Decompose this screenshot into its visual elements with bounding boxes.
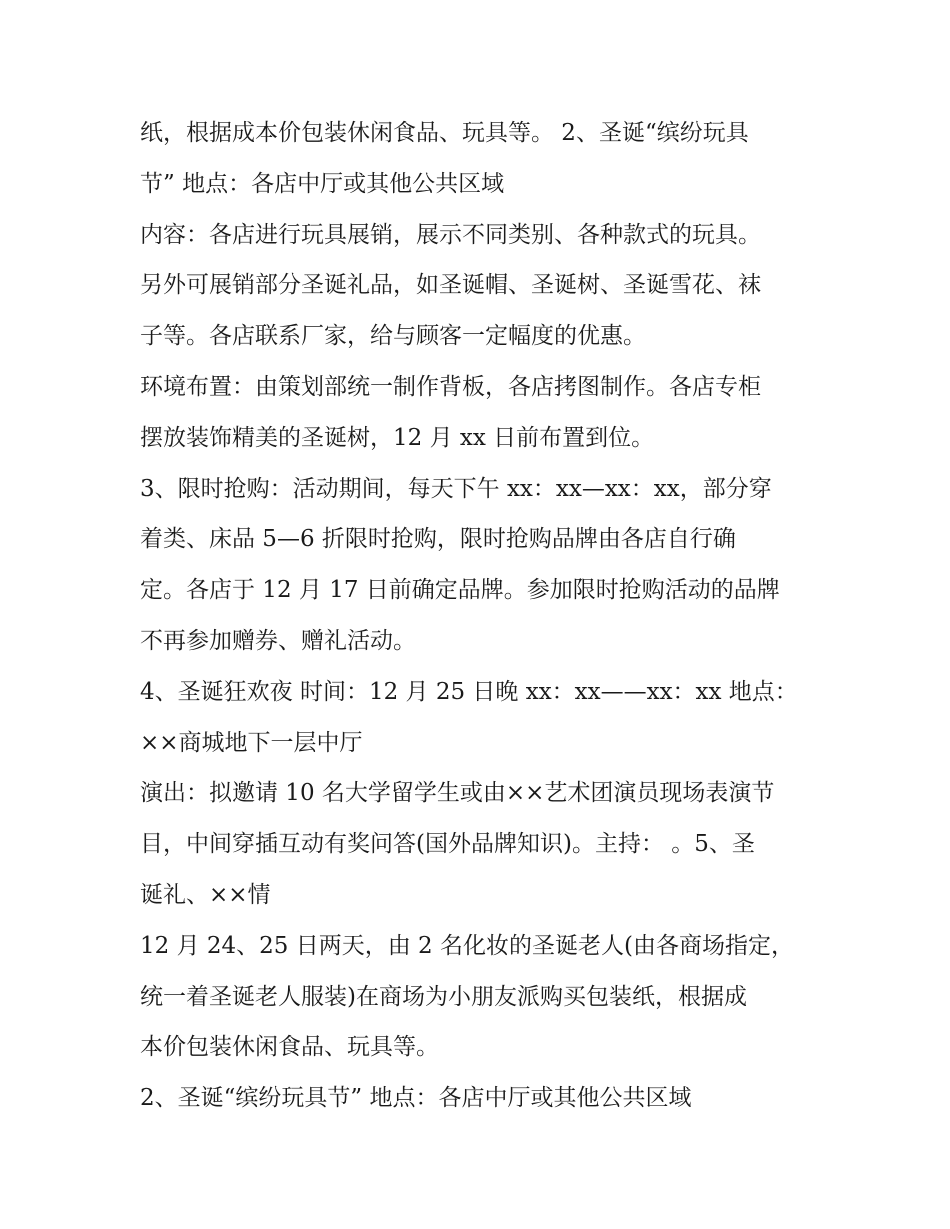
text-line: 统一着圣诞老人服装)在商场为小朋友派购买包装纸，根据成: [140, 983, 747, 1010]
document-body: [140, 108, 830, 1124]
text-line: 演出：拟邀请 10 名大学留学生或由××艺术团演员现场表演节: [140, 780, 775, 807]
text-line: 内容：各店进行玩具展销，展示不同类别、各种款式的玩具。: [140, 221, 761, 248]
text-line: 纸，根据成本价包装休闲食品、玩具等。 2、圣诞“缤纷玩具: [140, 120, 749, 146]
text-line: 定。各店于 12 月 17 日前确定品牌。参加限时抢购活动的品牌: [140, 577, 780, 604]
text-line: ××商城地下一层中厅: [140, 729, 363, 756]
text-line: 另外可展销部分圣诞礼品，如圣诞帽、圣诞树、圣诞雪花、袜: [140, 272, 761, 299]
text-line: 摆放装饰精美的圣诞树，12 月 xx 日前布置到位。: [140, 424, 655, 451]
text-line: 12 月 24、25 日两天，由 2 名化妆的圣诞老人(由各商场指定，: [140, 932, 794, 959]
text-line: 子等。各店联系厂家，给与顾客一定幅度的优惠。: [140, 323, 646, 350]
text-line: 节” 地点：各店中厅或其他公共区域: [140, 170, 505, 197]
text-line: 目，中间穿插互动有奖问答(国外品牌知识)。主持： 。5、圣: [140, 831, 755, 858]
text-line: 着类、床品 5—6 折限时抢购，限时抢购品牌由各店自行确: [140, 526, 736, 553]
text-line: 不再参加赠券、赠礼活动。: [140, 627, 416, 654]
text-line: 4、圣诞狂欢夜 时间：12 月 25 日晚 xx：xx——xx：xx 地点：: [140, 678, 798, 705]
text-line: 诞礼、××情: [140, 881, 271, 908]
text-line: 2、圣诞“缤纷玩具节” 地点：各店中厅或其他公共区域: [140, 1085, 692, 1112]
text-line: 环境布置：由策划部统一制作背板，各店拷图制作。各店专柜: [140, 373, 761, 400]
text-line: 本价包装休闲食品、玩具等。: [140, 1034, 439, 1061]
text-line: 3、限时抢购：活动期间，每天下午 xx：xx—xx：xx，部分穿: [140, 475, 772, 502]
